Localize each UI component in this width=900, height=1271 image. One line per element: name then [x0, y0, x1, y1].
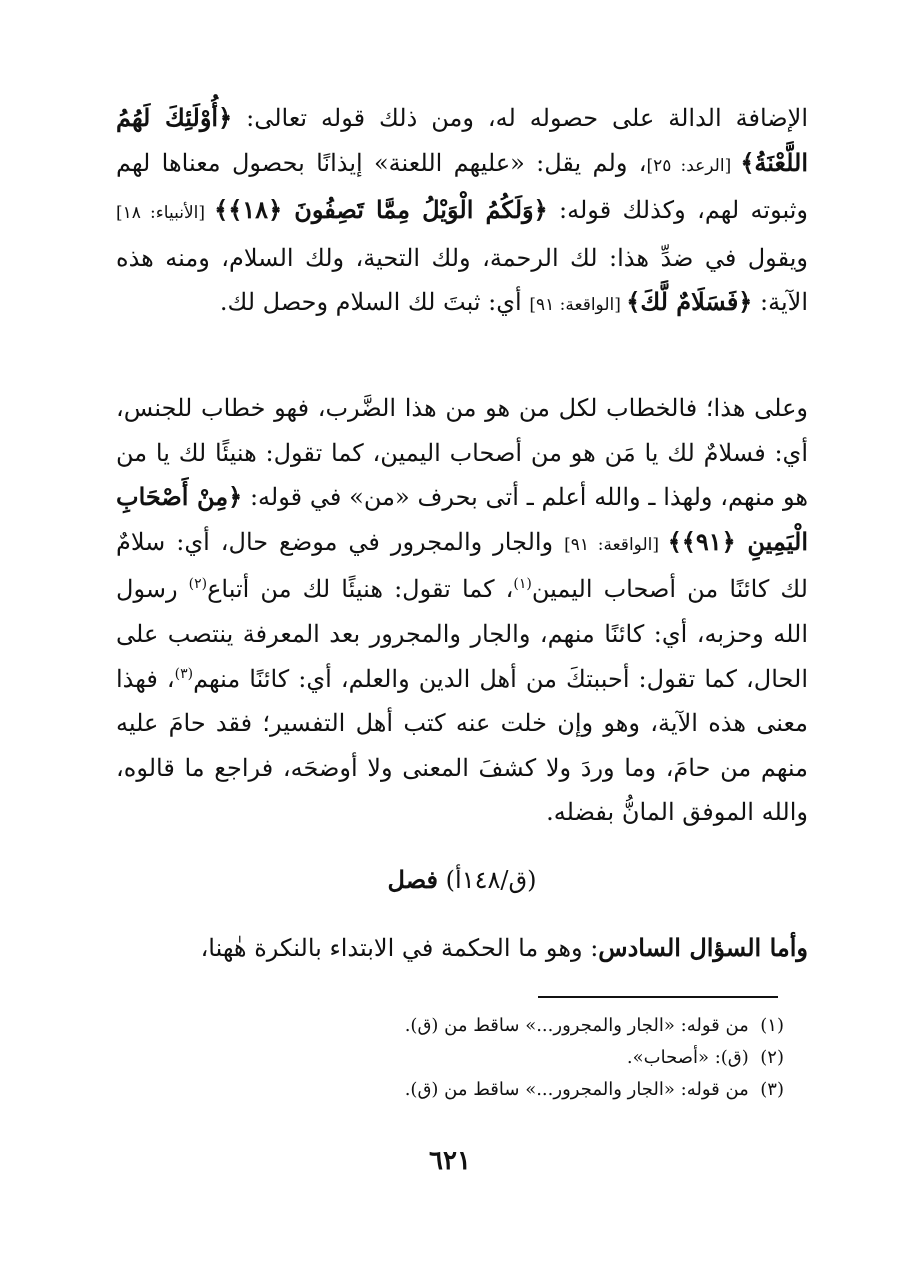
footnote-text: من قوله: «الجار والمجرور...» ساقط من (ق).: [404, 1079, 749, 1100]
question-lead: وأما السؤال السادس: [598, 933, 808, 962]
footnotes: [116, 1010, 784, 1106]
footnote-divider: [538, 996, 778, 998]
manuscript-reference: (ق/١٤٨أ): [438, 866, 537, 894]
footnote-marker: (٣): [174, 665, 194, 682]
text-segment: ، كما تقول: هنيئًا لك من أتباع: [207, 575, 514, 604]
quran-verse: ﴿فَسَلَامٌ لَّكَ﴾: [626, 287, 753, 317]
paragraph-3: [116, 926, 808, 971]
verse-reference: [الواقعة: ٩١]: [529, 295, 627, 316]
footnote-number: (٣): [760, 1079, 784, 1100]
footnote-number: (١): [760, 1015, 784, 1036]
text-segment: وعلى هذا؛ فالخطاب لكل من هو من هذا الضَّرب، فهو خطاب للجنس، أي: فسلامٌ لك يا مَن هو من أصحاب اليمين، كما تقول: هنيئًا لك يا من هو منهم، ولهذا ـ والله أعلم ـ أتى بحرف «من» في قوله:: [116, 394, 809, 512]
text-segment: : وهو ما الحكمة في الابتداء بالنكرة هٰهنا،: [200, 934, 599, 962]
footnote-text: من قوله: «الجار والمجرور...» ساقط من (ق).: [404, 1015, 749, 1036]
verse-reference: [الواقعة: ٩١]: [564, 534, 668, 555]
text-segment: والجار والمجرور في موضع حال، أي: سلامٌ لك كائنًا من أصحاب اليمين: [116, 527, 808, 604]
verse-reference: [الرعد: ٢٥]: [646, 155, 741, 176]
text-segment: ، فهذا معنى هذه الآية، وهو وإن خلت عنه كتب أهل التفسير؛ فقد حامَ عليه منهم من حامَ، وما وردَ ولا كشفَ المعنى ولا أوضحَه، فراجع ما قالوه، والله الموفق المانُّ بفضله.: [116, 664, 808, 827]
paragraph-2: [116, 386, 808, 835]
text-segment: أي: ثبتَ لك السلام وحصل لك.: [219, 288, 530, 317]
page-number: ٦٢١: [429, 1146, 471, 1176]
footnote-marker: (٢): [188, 576, 208, 593]
footnote-text: (ق): «أصحاب».: [626, 1047, 749, 1068]
verse-reference: [الأنبياء: ١٨]: [116, 203, 215, 224]
text-segment: ويقول في ضدِّ هذا: لك الرحمة، ولك التحية، ولك السلام، ومنه هذه الآية:: [116, 243, 808, 317]
footnote: [116, 1010, 784, 1042]
text-segment: رسول الله وحزبه، أي: كائنًا منهم، والجار والمجرور بعد المعرفة ينتصب على الحال، كما تقول: أحببتكَ من أهل الدين والعلم، أي: كائنًا منهم: [116, 575, 808, 693]
quran-verse: ﴿مِنْ أَصْحَابِ الْيَمِينِ ﴿٩١﴾﴾: [116, 482, 808, 556]
footnote: [116, 1042, 784, 1074]
section-title: فصل: [387, 865, 439, 894]
footnote: [116, 1074, 784, 1106]
quran-verse: ﴿وَلَكُمُ الْوَيْلُ مِمَّا تَصِفُونَ ﴿١٨﴾﴾: [214, 195, 548, 225]
text-segment: الإضافة الدالة على حصوله له، ومن ذلك قوله تعالى:: [232, 104, 808, 132]
text-segment: ، ولم يقل: «عليهم اللعنة» إيذانًا بحصول معناها لهم وثبوته لهم، وكذلك قوله:: [116, 148, 808, 225]
footnote-marker: (١): [513, 576, 532, 593]
paragraph-1: [116, 96, 808, 328]
quran-verse: ﴿أُوْلَئِكَ لَهُمُ اللَّعْنَةُ﴾: [116, 103, 808, 177]
footnote-number: (٢): [760, 1047, 784, 1068]
section-heading: [116, 860, 808, 900]
